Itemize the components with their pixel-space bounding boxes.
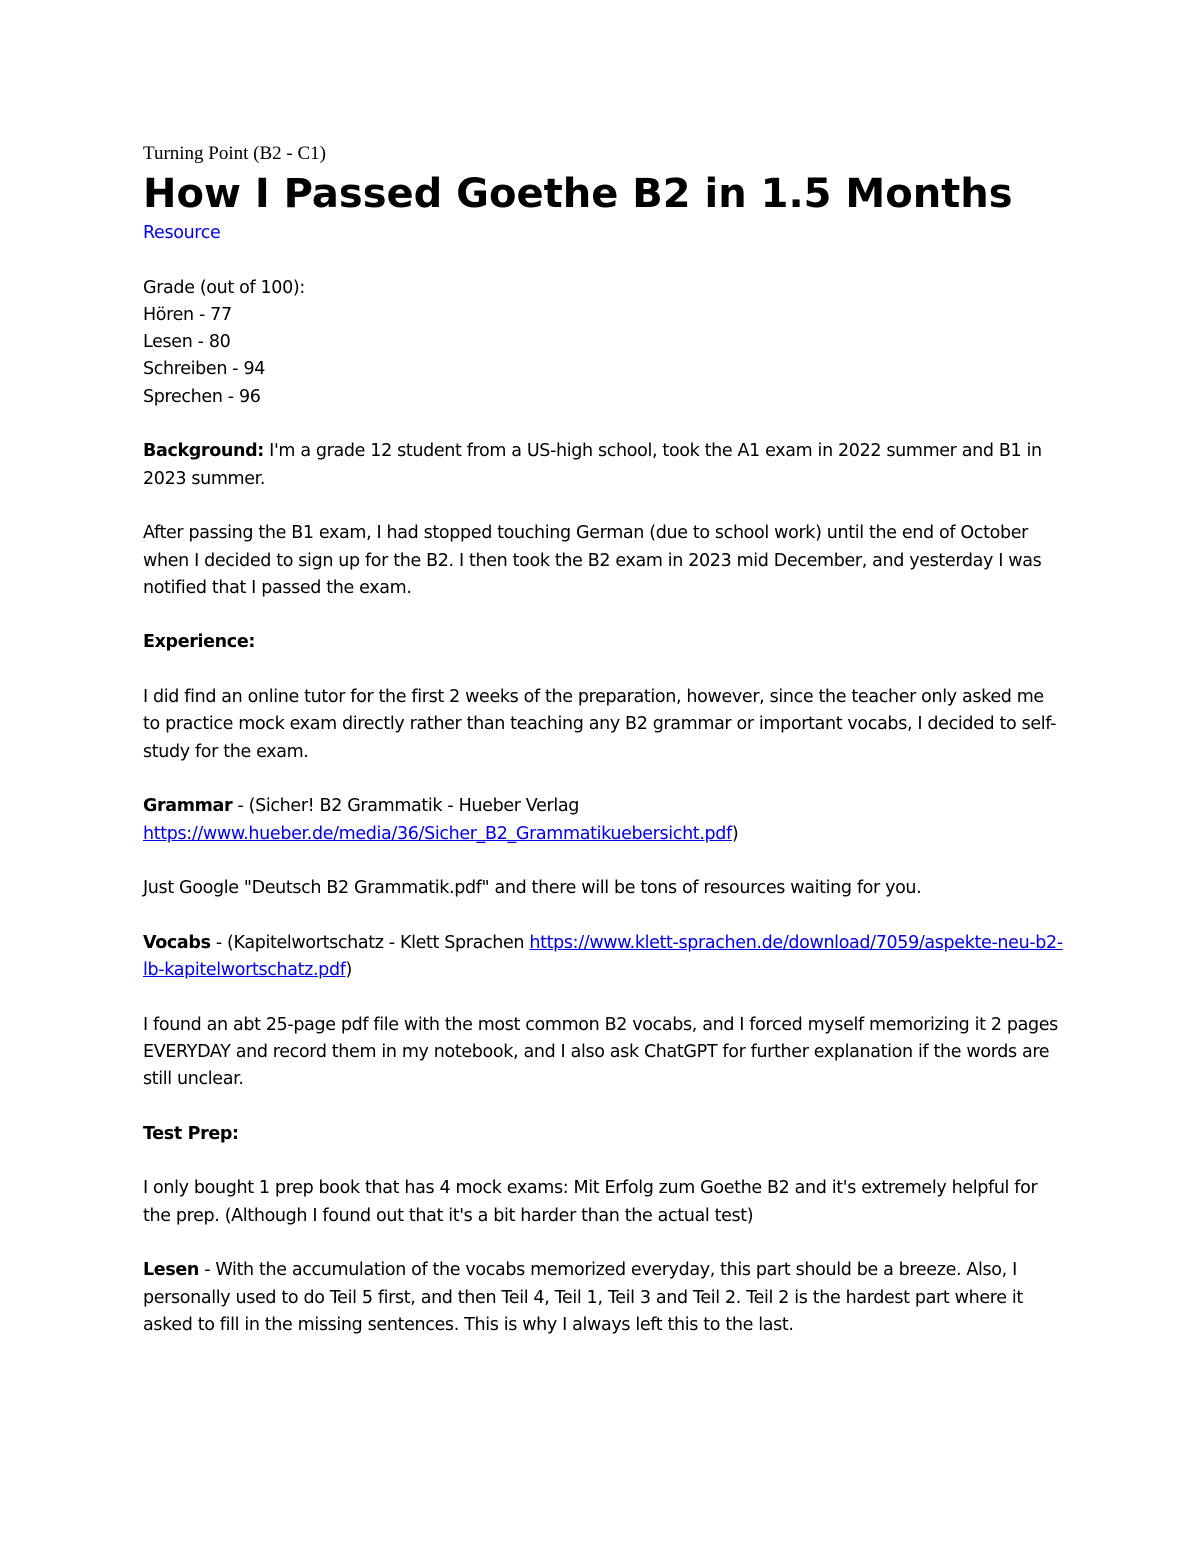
background-paragraph	[143, 438, 1063, 493]
vocabs-note: I found an abt 25-page pdf file with the most common B2 vocabs, and I forced myself memorizing it 2 pages EVERYDAY and record them in my notebook, and I also ask ChatGPT for further explanation if the words are still unclear.	[143, 1014, 1058, 1090]
grade-item: Hören - 77	[143, 304, 232, 325]
test-prep-paragraph: I only bought 1 prep book that has 4 mock exams: Mit Erfolg zum Goethe B2 and it's extremely helpful for the prep. (Although I found out that it's a bit harder than the actual test)	[143, 1178, 1038, 1226]
background-label: Background:	[143, 441, 264, 462]
vocabs-pdf-link[interactable]: https://www.klett-sprachen.de/download/7059/aspekte-neu-b2-lb-kapitelwortschatz.pdf	[143, 932, 1063, 981]
document-subtitle: Turning Point (B2 - C1)	[143, 143, 326, 164]
document-title: How I Passed Goethe B2 in 1.5 Months	[143, 171, 1013, 217]
resource-link[interactable]: Resource	[143, 223, 221, 243]
vocabs-paragraph: Vocabs - (Kapitelwortschatz - Klett Sprachen https://www.klett-sprachen.de/download/7059/aspekte-neu-b2-lb-kapitelwortschatz.pdf)	[143, 932, 1063, 981]
background-text: I'm a grade 12 student from a US-high school, took the A1 exam in 2022 summer and B1 in 2023 summer.	[143, 441, 1042, 489]
experience-paragraph: I did find an online tutor for the first 2 weeks of the preparation, however, since the teacher only asked me to practice mock exam directly rather than teaching any B2 grammar or important vocabs, I decided to self-study for the exam.	[143, 687, 1057, 762]
vocabs-label: Vocabs	[143, 932, 211, 953]
grade-item: Lesen - 80	[143, 332, 231, 353]
after-b1-paragraph: After passing the B1 exam, I had stopped touching German (due to school work) until the end of October when I decided to sign up for the B2. I then took the B2 exam in 2023 mid December, and yesterday I was notified that I passed the exam.	[143, 523, 1042, 598]
lesen-paragraph: Lesen - With the accumulation of the vocabs memorized everyday, this part should be a breeze. Also, I personally used to do Teil 5 first, and then Teil 4, Teil 1, Teil 3 and Teil 2. Teil 2 is the hardest part where it asked to fill in the missing sentences. This is why I always left this to the last.	[143, 1260, 1023, 1335]
grade-item: Sprechen - 96	[143, 386, 261, 407]
grades-section	[143, 275, 1063, 411]
grammar-tip: Just Google "Deutsch B2 Grammatik.pdf" and there will be tons of resources waiting for you.	[143, 878, 922, 899]
experience-heading: Experience:	[143, 632, 255, 653]
grammar-paragraph: Grammar - (Sicher! B2 Grammatik - Hueber Verlag https://www.hueber.de/media/36/Sicher_B2_Grammatikuebersicht.pdf)	[143, 796, 739, 844]
test-prep-heading: Test Prep:	[143, 1123, 239, 1144]
lesen-label: Lesen	[143, 1260, 200, 1281]
grammar-label: Grammar	[143, 796, 233, 817]
document-page	[143, 140, 1063, 1339]
grammar-pdf-link[interactable]: https://www.hueber.de/media/36/Sicher_B2_Grammatikuebersicht.pdf	[143, 823, 732, 844]
grades-heading: Grade (out of 100):	[143, 277, 305, 298]
grade-item: Schreiben - 94	[143, 359, 266, 380]
